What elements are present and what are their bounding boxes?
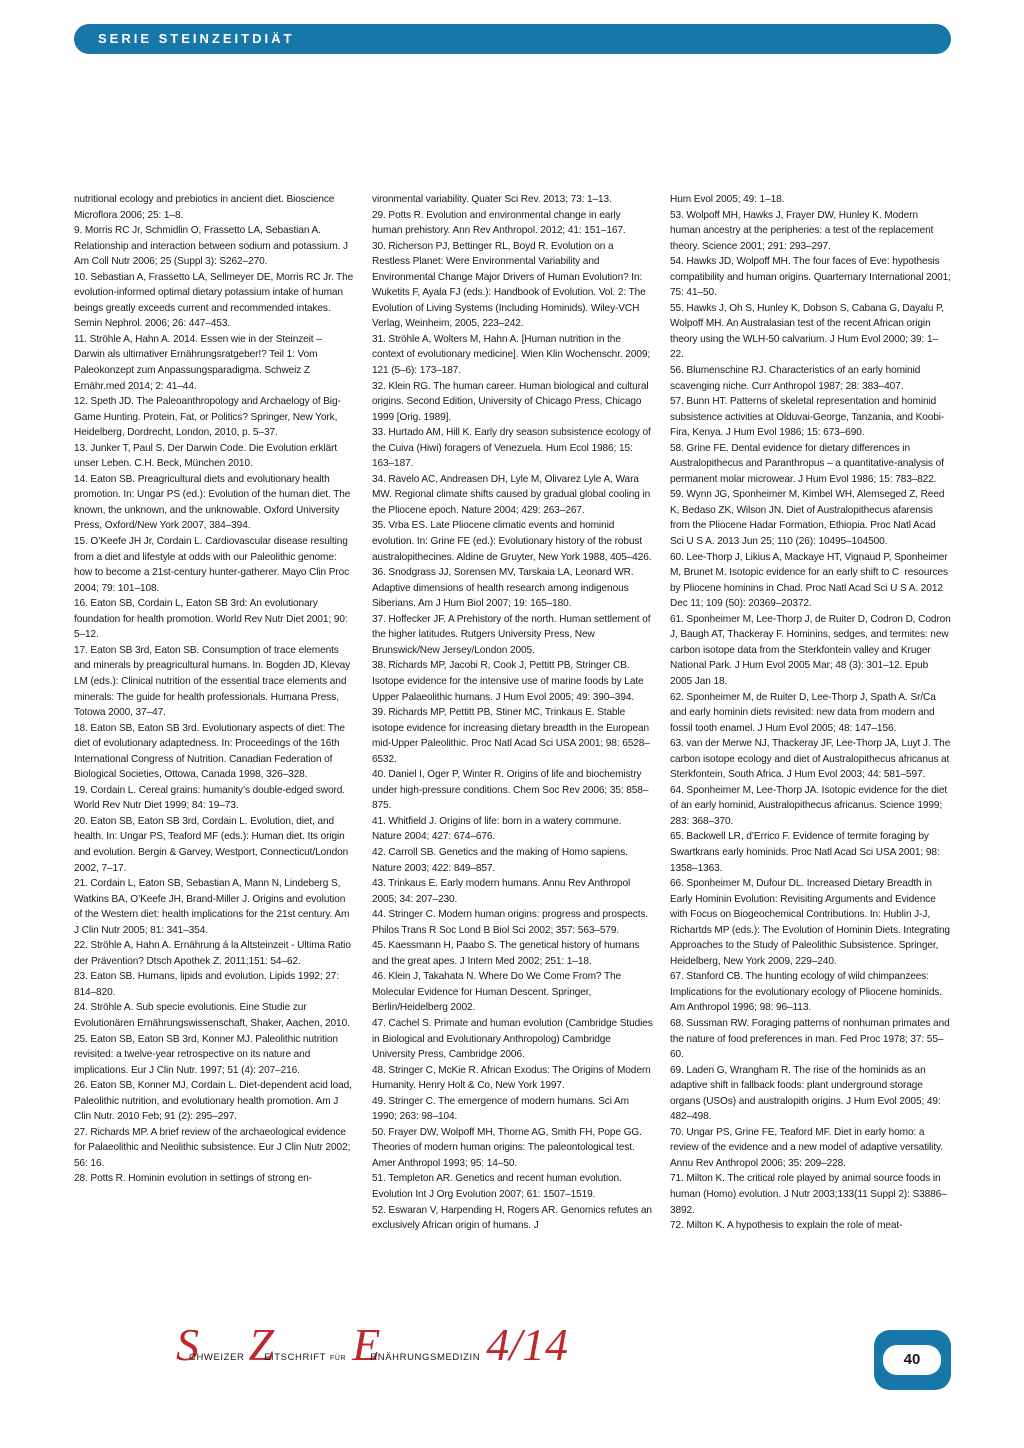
reference-entry: 13. Junker T, Paul S. Der Darwin Code. Die Evolution erklärt unser Leben. C.H. Beck, München 2010. — [74, 442, 340, 470]
reference-entry: 69. Laden G, Wrangham R. The rise of the hominids as an adaptive shift in fallback foods: plant underground storage organs (USOs) and australopith origins. J Hum Evol 2005; 49: 482–498. — [670, 1064, 944, 1123]
reference-entry: Hum Evol 2005; 49: 1–18. — [670, 194, 785, 205]
reference-entry: 31. Ströhle A, Wolters M, Hahn A. [Human nutrition in the context of evolutionary medicine]. Wien Klin Wochenschr. 2009; 121 (5–6): 173–187. — [372, 333, 653, 377]
logo-letter-s: S — [176, 1319, 199, 1370]
reference-entry: 60. Lee-Thorp J, Likius A, Mackaye HT, Vignaud P, Sponheimer M, Brunet M. Isotopic evidence for an early shift to C resources by Pliocene hominins in Chad. Proc Natl Acad Sci U S A. 2012 Dec 11; 109 (50): 20369–20372. — [670, 551, 951, 610]
reference-entry: 68. Sussman RW. Foraging patterns of nonhuman primates and the nature of food preferences in man. Fed Proc 1978; 37: 55–60. — [670, 1017, 953, 1061]
reference-columns — [74, 192, 954, 1234]
reference-entry: 63. van der Merwe NJ, Thackeray JF, Lee-Thorp JA, Luyt J. The carbon isotope ecology and diet of Australopithecus africanus at Sterkfontein, South Africa. J Hum Evol 2003; 44: 581–597. — [670, 738, 953, 781]
reference-entry: 32. Klein RG. The human career. Human biological and cultural origins. Second Edition, University of Chicago Press, Chicago 1999 [Orig. 1989]. — [372, 380, 652, 423]
reference-entry: 20. Eaton SB, Eaton SB 3rd, Cordain L. Evolution, diet, and health. In: Ungar PS, Teaford MF (eds.): Human diet. Its origin and evolution. Bergin & Garvey, Westport, Connecticut/London 2002, 7–17. — [74, 815, 351, 874]
reference-entry: 29. Potts R. Evolution and environmental change in early human prehistory. Ann Rev Anthropol. 2012; 41: 151–167. — [372, 209, 626, 237]
reference-entry: 66. Sponheimer M, Dufour DL. Increased Dietary Breadth in Early Hominin Evolution: Revisiting Arguments and Evidence with Focus on Biogeochemical Contributions. In: Hublin J-J, Richartds MP (eds.): The Evolution of Hominin Diets. Integrating Approaches to the Study of Paleolithic Subsistence. Springer, Heidelberg, New York 2009, 229–240. — [670, 878, 953, 967]
logo-letter-z: Z — [248, 1319, 275, 1370]
reference-entry: 34. Ravelo AC, Andreasen DH, Lyle M, Olivarez Lyle A, Wara MW. Regional climate shifts caused by gradual global cooling in the Pliocene epoch. Nature 2004; 429: 263–267. — [372, 473, 653, 516]
reference-entry: 28. Potts R. Hominin evolution in settings of strong en- — [74, 1173, 312, 1185]
reference-entry: 26. Eaton SB, Konner MJ, Cordain L. Diet-dependent acid load, Paleolithic nutrition, and evolutionary health promotion. Am J Clin Nutr. 2010 Feb; 91 (2): 295–297. — [74, 1080, 355, 1123]
reference-entry: 24. Ströhle A. Sub specie evolutionis. Eine Studie zur Evolutionären Ernährungswissenschaft, Shaker, Aachen, 2010. — [74, 1002, 350, 1029]
reference-entry: 39. Richards MP, Pettitt PB, Stiner MC, Trinkaus E. Stable isotope evidence for increasing dietary breadth in the European mid-Upper Paleolithic. Proc Natl Acad Sci USA 2001; 98: 6528–6532. — [372, 707, 652, 765]
reference-entry: 23. Eaton SB. Humans, lipids and evolution. Lipids 1992; 27: 814–820. — [74, 971, 342, 998]
reference-entry: 55. Hawks J, Oh S, Hunley K, Dobson S, Cabana G, Dayalu P, Wolpoff MH. An Australasian test of the recent African origin theory using the WLH-50 calvarium. J Hum Evol 2000; 39: 1–22. — [670, 302, 947, 361]
reference-entry: 41. Whitfield J. Origins of life: born in a watery commune. Nature 2004; 427: 674–676. — [372, 815, 625, 843]
reference-entry: 47. Cachel S. Primate and human evolution (Cambridge Studies in Biological and Evolutionary Anthropolog) Cambridge University Press, Cambridge 2006. — [372, 1017, 656, 1061]
reference-entry: 21. Cordain L, Eaton SB, Sebastian A, Mann N, Lindeberg S, Watkins BA, O’Keefe JH, Brand-Miller J. Origins and evolution of the Western diet: health implications for the 21st century. Am J Clin Nutr 2005; 81: 341–354. — [74, 878, 353, 936]
reference-entry: 67. Stanford CB. The hunting ecology of wild chimpanzees: Implications for the evolutionary ecology of Pliocene hominids. Am Anthropol 1996; 98: 96–113. — [670, 971, 945, 1014]
reference-entry: 59. Wynn JG, Sponheimer M, Kimbel WH, Alemseged Z, Reed K, Bedaso ZK, Wilson JN. Diet of Australopithecus afarensis from the Pliocene Hadar Formation, Ethiopia. Proc Natl Acad Sci U S A. 2013 Jun 25; 110 (26): 10495–104500. — [670, 489, 948, 548]
reference-entry: 50. Frayer DW, Wolpoff MH, Thorne AG, Smith FH, Pope GG. Theories of modern human origins: The paleontological test. Amer Anthropol 1993; 95: 14–50. — [372, 1126, 645, 1169]
reference-entry: 51. Templeton AR. Genetics and recent human evolution. Evolution Int J Org Evolution 2007; 61: 1507–1519. — [372, 1173, 625, 1200]
reference-entry: 17. Eaton SB 3rd, Eaton SB. Consumption of trace elements and minerals by preagricultural humans. In. Bogden JD, Klevay LM (eds.): Clinical nutrition of the essential trace elements and minerals: The guide for health professionals. Humana Press, Totowa 2000, 37–47. — [74, 644, 353, 719]
reference-column-2 — [372, 192, 656, 1234]
reference-entry: 40. Daniel I, Oger P, Winter R. Origins of life and biochemistry under high-pressure conditions. Chem Soc Rev 2006; 35: 858–875. — [372, 769, 649, 812]
reference-entry: 19. Cordain L. Cereal grains: humanity’s double-edged sword. World Rev Nutr Diet 1999; 84: 19–73. — [74, 784, 348, 812]
issue-number: 4/14 — [486, 1319, 568, 1370]
section-title: SERIE STEINZEITDIÄT — [98, 31, 295, 46]
reference-entry: 10. Sebastian A, Frassetto LA, Sellmeyer DE, Morris RC Jr. The evolution-informed optimal dietary potassium intake of human beings greatly exceeds current and recommended intakes. Semin Nephrol. 2006; 26: 447–453. — [74, 271, 356, 330]
reference-entry: vironmental variability. Quater Sci Rev. 2013; 73: 1–13. — [372, 194, 612, 205]
reference-entry: 56. Blumenschine RJ. Characteristics of an early hominid scavenging niche. Curr Anthropol 1987; 28: 383–407. — [670, 365, 923, 392]
reference-entry: nutritional ecology and prebiotics in ancient diet. Bioscience Microflora 2006; 25: 1–8. — [74, 194, 338, 221]
logo-word-fuer: FÜR — [330, 1355, 347, 1362]
reference-entry: 54. Hawks JD, Wolpoff MH. The four faces of Eve: hypothesis compatibility and human origins. Quarternary International 2001; 75: 41–50. — [670, 256, 954, 299]
reference-entry: 62. Sponheimer M, de Ruiter D, Lee-Thorp J, Spath A. Sr/Ca and early hominin diets revisited: new data from modern and fossil tooth enamel. J Hum Evol 2005; 48: 147–156. — [670, 691, 939, 734]
logo-word-schweizer: CHWEIZER — [189, 1352, 245, 1363]
logo-word-zeitschrift: EITSCHRIFT — [264, 1352, 327, 1363]
reference-entry: 72. Milton K. A hypothesis to explain the role of meat- — [670, 1220, 903, 1232]
reference-column-3 — [670, 192, 954, 1234]
reference-entry: 46. Klein J, Takahata N. Where Do We Come From? The Molecular Evidence for Human Descent. Springer, Berlin/Heidelberg 2002. — [372, 971, 624, 1014]
reference-entry: 57. Bunn HT. Patterns of skeletal representation and hominid subsistence activities at Olduvai-George, Tanzania, and Koobi-Fira, Kenya. J Hum Evol 1986; 15: 673–690. — [670, 396, 945, 439]
reference-entry: 45. Kaessmann H, Paabo S. The genetical history of humans and the great apes. J Intern Med 2002; 251: 1–18. — [372, 940, 643, 967]
reference-entry: 15. O’Keefe JH Jr, Cordain L. Cardiovascular disease resulting from a diet and lifestyle at odds with our Paleolithic genome: how to become a 21st-century hunter-gatherer. Mayo Clin Proc 2004; 79: 101–108. — [74, 536, 352, 594]
logo-word-ernaehrungsmedizin: RNÄHRUNGSMEDIZIN — [370, 1352, 481, 1363]
reference-entry: 30. Richerson PJ, Bettinger RL, Boyd R. Evolution on a Restless Planet: Were Environmental Variability and Environmental Change Major Drivers of Human Evolution? In: Wuketits F, Ayala FJ (eds.): Handbook of Evolution. Vol. 2: The Evolution of Living Systems (Including Hominids). Wiley-VCH Verlag, Weinheim, 2005, 223–242. — [372, 240, 649, 330]
reference-entry: 37. Hoffecker JF. A Prehistory of the north. Human settlement of the higher latitudes. Rutgers University Press, New Brunswick/New Jersey/London 2005. — [372, 613, 654, 656]
reference-entry: 35. Vrba ES. Late Pliocene climatic events and hominid evolution. In: Grine FE (ed.): Evolutionary history of the robust australopithecines. Aldine de Gruyter, New York 1988, 405–426. — [372, 520, 652, 563]
reference-entry: 49. Stringer C. The emergence of modern humans. Sci Am 1990; 263: 98–104. — [372, 1095, 632, 1123]
reference-entry: 71. Milton K. The critical role played by animal source foods in human (Homo) evolution. J Nutr 2003;133(11 Suppl 2): S3886–3892. — [670, 1173, 947, 1216]
reference-entry: 11. Ströhle A, Hahn A. 2014. Essen wie in der Steinzeit – Darwin als ultimativer Ernährungsratgeber!? Teil 1: Vom Paleokonzept zum Anpassungsparadigma. Schweiz Z Ernähr.med 2014; 2: 41–44. — [74, 333, 325, 392]
reference-entry: 9. Morris RC Jr, Schmidlin O, Frassetto LA, Sebastian A. Relationship and interaction between sodium and potassium. J Am Coll Nutr 2006; 25 (Suppl 3): S262–270. — [74, 225, 351, 268]
reference-entry: 27. Richards MP. A brief review of the archaeological evidence for Palaeolithic and Neolithic subsistence. Eur J Clin Nutr 2002; 56: 16. — [74, 1126, 353, 1169]
reference-entry: 22. Ströhle A, Hahn A. Ernährung á la Altsteinzeit - Ultima Ratio der Prävention? Dtsch Apothek Z. 2011;151: 54–62. — [74, 940, 354, 967]
reference-entry: 33. Hurtado AM, Hill K. Early dry season subsistence ecology of the Cuiva (Hiwi) foragers of Venezuela. Hum Ecol 1986; 15: 163–187. — [372, 427, 654, 470]
reference-entry: 52. Eswaran V, Harpending H, Rogers AR. Genomics refutes an exclusively African origin of humans. J — [372, 1204, 655, 1232]
reference-entry: 12. Speth JD. The Paleoanthropology and Archaelogy of Big-Game Hunting. Protein, Fat, or Politics? Springer, New York, Heidelberg, Dordrecht, London, 2010, p. 5–37. — [74, 396, 341, 439]
reference-entry: 36. Snodgrass JJ, Sorensen MV, Tarskaia LA, Leonard WR. Adaptive dimensions of health research among indigenous Siberians. Am J Hum Biol 2007; 19: 165–180. — [372, 567, 636, 610]
page-number: 40 — [883, 1345, 941, 1375]
reference-entry: 42. Carroll SB. Genetics and the making of Homo sapiens. Nature 2003; 422: 849–857. — [372, 846, 631, 874]
reference-entry: 14. Eaton SB. Preagricultural diets and evolutionary health promotion. In: Ungar PS (ed.): Evolution of the human diet. The known, the unknown, and the unknowable. Oxford University Press, Oxford/New York 2007, 384–394. — [74, 473, 354, 532]
reference-entry: 48. Stringer C, McKie R. African Exodus: The Origins of Modern Humanity. Henry Holt & Co, New York 1997. — [372, 1064, 654, 1092]
reference-entry: 38. Richards MP, Jacobi R, Cook J, Pettitt PB, Stringer CB. Isotope evidence for the intensive use of marine foods by Late Upper Palaeolithic humans. J Hum Evol 2005; 49: 390–394. — [372, 660, 647, 703]
reference-entry: 44. Stringer C. Modern human origins: progress and prospects. Philos Trans R Soc Lond B Biol Sci 2002; 357: 563–579. — [372, 909, 651, 936]
reference-entry: 64. Sponheimer M, Lee-Thorp JA. Isotopic evidence for the diet of an early hominid, Australopithecus africanus. Science 1999; 283: 368–370. — [670, 784, 950, 827]
reference-entry: 61. Sponheimer M, Lee-Thorp J, de Ruiter D, Codron D, Codron J, Baugh AT, Thackeray F. Hominins, sedges, and termites: new carbon isotope data from the Sterkfontein valley and Kruger National Park. J Hum Evol 2005 Mar; 48 (3): 301–12. Epub 2005 Jan 18. — [670, 613, 954, 687]
reference-entry: 18. Eaton SB, Eaton SB 3rd. Evolutionary aspects of diet: The diet of evolutionary adaptedness. In: Proceedings of the 16th International Congress of Nutrition. Canadian Federation of Biological Societies, Ottowa, Canada 1998, 326–328. — [74, 722, 348, 781]
journal-logo — [176, 1318, 568, 1368]
reference-entry: 53. Wolpoff MH, Hawks J, Frayer DW, Hunley K. Modern human ancestry at the peripheries: a test of the replacement theory. Science 2001; 291: 293–297. — [670, 209, 937, 252]
reference-entry: 25. Eaton SB, Eaton SB 3rd, Konner MJ. Paleolithic nutrition revisited: a twelve-year retrospective on its nature and implications. Eur J Clin Nutr. 1997; 51 (4): 207–216. — [74, 1033, 341, 1076]
reference-entry: 43. Trinkaus E. Early modern humans. Annu Rev Anthropol 2005; 34: 207–230. — [372, 878, 633, 905]
reference-column-1 — [74, 192, 355, 1234]
reference-entry: 16. Eaton SB, Cordain L, Eaton SB 3rd: An evolutionary foundation for health promotion. World Rev Nutr Diet 2001; 90: 5–12. — [74, 598, 351, 641]
reference-entry: 58. Grine FE. Dental evidence for dietary differences in Australopithecus and Paranthropus – a quantitative-analysis of permanent molar microwear. J Hum Evol 1986; 15: 783–822. — [670, 442, 947, 485]
logo-letter-e: E — [352, 1319, 381, 1370]
reference-entry: 65. Backwell LR, d’Errico F. Evidence of termite foraging by Swartkrans early hominids. Proc Natl Acad Sci USA 2001; 98: 1358–1363. — [670, 831, 943, 874]
reference-entry: 70. Ungar PS, Grine FE, Teaford MF. Diet in early homo: a review of the evidence and a new model of adaptive versatility. Annu Rev Anthropol 2006; 35: 209–228. — [670, 1126, 946, 1169]
